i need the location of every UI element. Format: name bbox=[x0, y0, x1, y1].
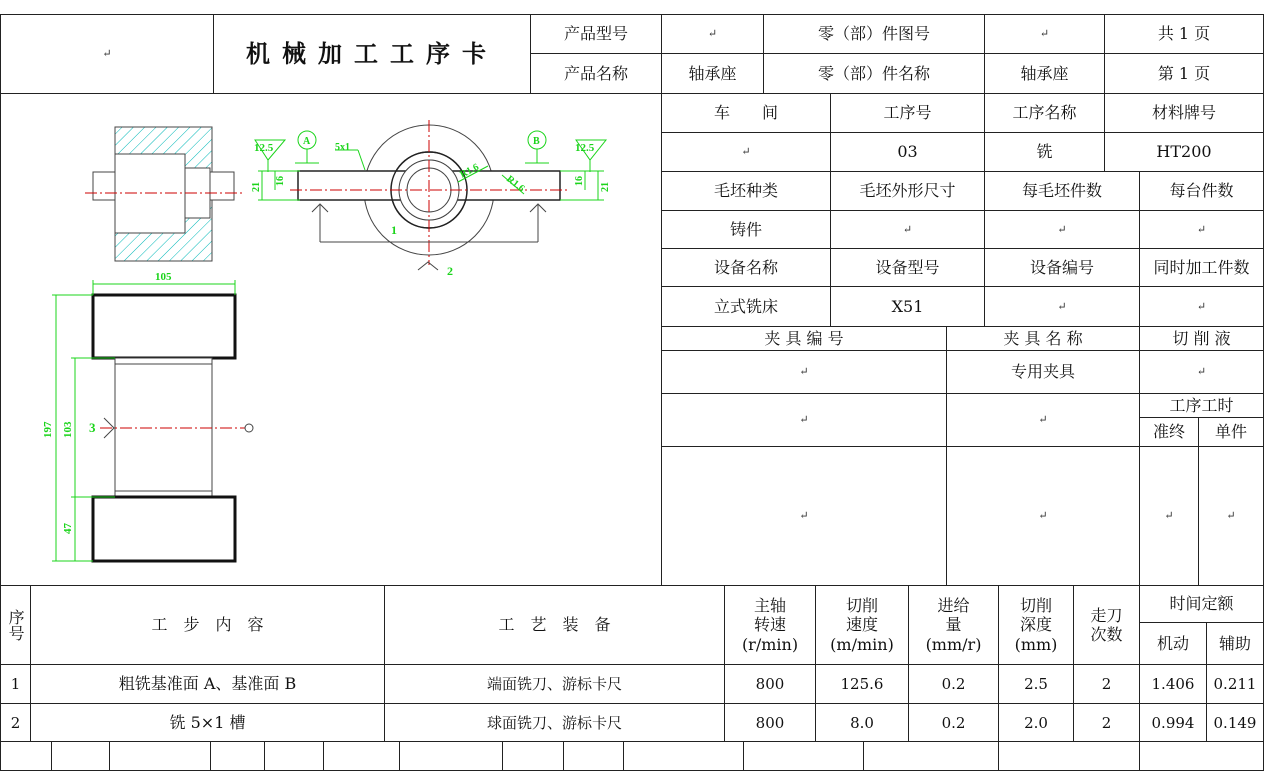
return-mark: ↵ bbox=[799, 365, 809, 379]
height-dim: 21 bbox=[600, 182, 611, 192]
card-title: 机械加工工序卡 bbox=[213, 14, 531, 94]
equip-model-value: X51 bbox=[830, 286, 985, 327]
equip-no-value bbox=[984, 286, 1140, 327]
step-no-header bbox=[0, 585, 31, 665]
return-mark: ↵ bbox=[1038, 509, 1048, 523]
per-blank-value bbox=[984, 210, 1140, 249]
blank-size-label: 毛坯外形尺寸 bbox=[830, 171, 985, 211]
return-mark: ↵ bbox=[1164, 509, 1174, 523]
process-name-value: 铣 bbox=[984, 132, 1105, 172]
blank-size-value bbox=[830, 210, 985, 249]
workshop-label: 车 间 bbox=[661, 93, 831, 133]
fixture-name-value: 专用夹具 bbox=[946, 350, 1140, 394]
footer-cell bbox=[863, 741, 999, 771]
feed-header bbox=[908, 585, 999, 665]
page-number: 第 1 页 bbox=[1104, 53, 1264, 94]
blank-type-label: 毛坯种类 bbox=[661, 171, 831, 211]
unit-time-value bbox=[1198, 446, 1264, 586]
radius-dim: R1.6 bbox=[458, 161, 481, 181]
equip-no-label: 设备编号 bbox=[984, 248, 1140, 287]
workshop-value bbox=[661, 132, 831, 172]
step-equipment-header: 工 艺 装 备 bbox=[384, 585, 725, 665]
fixture-name-label: 夹 具 名 称 bbox=[946, 326, 1140, 351]
process-no-value: 03 bbox=[830, 132, 985, 172]
coolant-label: 切 削 液 bbox=[1139, 326, 1264, 351]
prep-time-label: 准终 bbox=[1139, 417, 1199, 447]
cutting-speed-header bbox=[815, 585, 909, 665]
return-mark: ↵ bbox=[1057, 299, 1067, 313]
header-line: (r/min) bbox=[741, 634, 799, 654]
height-dim: 16 bbox=[574, 176, 585, 186]
locating-point: 3 bbox=[89, 420, 96, 435]
step-content: 铣 5×1 槽 bbox=[30, 703, 385, 742]
step-equipment: 端面铣刀、游标卡尺 bbox=[384, 664, 725, 704]
simultaneous-label: 同时加工件数 bbox=[1139, 248, 1264, 287]
return-mark: ↵ bbox=[902, 222, 913, 236]
machine-time-header: 机动 bbox=[1139, 622, 1207, 665]
blank-cell bbox=[661, 446, 947, 586]
aux-time: 0.149 bbox=[1206, 703, 1264, 742]
step-content: 粗铣基准面 A、基准面 B bbox=[30, 664, 385, 704]
blank-cell bbox=[946, 393, 1140, 447]
per-unit-value bbox=[1139, 210, 1264, 249]
datum-a-label: A bbox=[303, 136, 311, 147]
header-line: 次数 bbox=[1090, 625, 1123, 644]
return-mark: ↵ bbox=[799, 413, 809, 427]
unit-time-label: 单件 bbox=[1198, 417, 1264, 447]
prep-time-value bbox=[1139, 446, 1199, 586]
blank-cell bbox=[661, 393, 947, 447]
footer-cell bbox=[623, 741, 744, 771]
process-name-label: 工序名称 bbox=[984, 93, 1105, 133]
footer-cell bbox=[51, 741, 110, 771]
footer-cell bbox=[743, 741, 864, 771]
return-mark: ↵ bbox=[1057, 222, 1067, 236]
blank-type-value: 铸件 bbox=[661, 210, 831, 249]
height-dim: 16 bbox=[275, 176, 286, 186]
header-line: (m/min) bbox=[830, 634, 894, 654]
step-no: 2 bbox=[0, 703, 31, 742]
depth-header bbox=[998, 585, 1074, 665]
cut-depth: 2.5 bbox=[998, 664, 1074, 704]
footer-cell bbox=[998, 741, 1140, 771]
process-no-label: 工序号 bbox=[830, 93, 985, 133]
return-mark: ↵ bbox=[1196, 222, 1207, 236]
header-line: 走刀 bbox=[1090, 605, 1123, 625]
footer-cell bbox=[0, 741, 52, 771]
coolant-value bbox=[1139, 350, 1264, 394]
product-model-value bbox=[661, 14, 764, 54]
footer-cell bbox=[210, 741, 265, 771]
time-quota-header: 时间定额 bbox=[1139, 585, 1264, 623]
height-dim: 103 bbox=[62, 421, 74, 438]
feed-rate: 0.2 bbox=[908, 703, 999, 742]
roughness-label: 12.5 bbox=[575, 142, 595, 154]
part-drawing-value bbox=[984, 14, 1105, 54]
part-name-value: 轴承座 bbox=[984, 53, 1105, 94]
aux-time: 0.211 bbox=[1206, 664, 1264, 704]
passes-header bbox=[1073, 585, 1140, 665]
locating-point: 2 bbox=[447, 264, 453, 278]
part-drawing-label: 零（部）件图号 bbox=[763, 14, 985, 54]
footer-cell bbox=[502, 741, 564, 771]
equip-name-value: 立式铣床 bbox=[661, 286, 831, 327]
footer-cell bbox=[1139, 741, 1264, 771]
footer-cell bbox=[109, 741, 211, 771]
header-line: 转速 bbox=[753, 615, 786, 635]
total-pages: 共 1 页 bbox=[1104, 14, 1264, 54]
width-dim: 105 bbox=[155, 271, 172, 283]
blank-cell bbox=[946, 446, 1140, 586]
simultaneous-value bbox=[1139, 286, 1264, 327]
machine-time: 0.994 bbox=[1139, 703, 1207, 742]
spindle-speed: 800 bbox=[724, 703, 816, 742]
header-line: 切削 bbox=[845, 596, 878, 616]
process-time-label: 工序工时 bbox=[1139, 393, 1264, 418]
footer-cell bbox=[323, 741, 400, 771]
step-no-header-text: 序号 bbox=[6, 609, 26, 641]
header-line: 切削 bbox=[1019, 596, 1052, 616]
footer-cell bbox=[399, 741, 503, 771]
footer-cell bbox=[563, 741, 624, 771]
locating-point: 1 bbox=[391, 223, 397, 237]
return-mark: ↵ bbox=[741, 145, 751, 159]
return-mark: ↵ bbox=[102, 47, 112, 61]
header-line: 量 bbox=[945, 615, 962, 635]
height-dim: 21 bbox=[251, 182, 262, 192]
material-label: 材料牌号 bbox=[1104, 93, 1264, 133]
material-value: HT200 bbox=[1104, 132, 1264, 172]
header-line: 进给 bbox=[937, 596, 970, 616]
height-dim: 47 bbox=[62, 523, 74, 534]
header-line: (mm) bbox=[1014, 634, 1058, 654]
part-drawing bbox=[0, 0, 662, 586]
radius-dim: R1.6 bbox=[504, 173, 527, 195]
equip-name-label: 设备名称 bbox=[661, 248, 831, 287]
per-unit-label: 每台件数 bbox=[1139, 171, 1264, 211]
pass-count: 2 bbox=[1073, 703, 1140, 742]
step-no: 1 bbox=[0, 664, 31, 704]
product-model-label: 产品型号 bbox=[530, 14, 662, 54]
step-equipment: 球面铣刀、游标卡尺 bbox=[384, 703, 725, 742]
fixture-no-value bbox=[661, 350, 947, 394]
return-mark: ↵ bbox=[707, 27, 718, 41]
pass-count: 2 bbox=[1073, 664, 1140, 704]
header-line: 主轴 bbox=[753, 596, 786, 616]
cutting-speed: 125.6 bbox=[815, 664, 909, 704]
height-dim: 197 bbox=[42, 421, 54, 438]
feed-rate: 0.2 bbox=[908, 664, 999, 704]
header-line: (mm/r) bbox=[925, 634, 982, 654]
footer-cell bbox=[264, 741, 324, 771]
cutting-speed: 8.0 bbox=[815, 703, 909, 742]
product-name-value: 轴承座 bbox=[661, 53, 764, 94]
header-line: 深度 bbox=[1019, 615, 1052, 635]
equip-model-label: 设备型号 bbox=[830, 248, 985, 287]
cut-depth: 2.0 bbox=[998, 703, 1074, 742]
return-mark: ↵ bbox=[1226, 509, 1236, 523]
spindle-speed: 800 bbox=[724, 664, 816, 704]
aux-time-header: 辅助 bbox=[1206, 622, 1264, 665]
per-blank-label: 每毛坯件数 bbox=[984, 171, 1140, 211]
return-mark: ↵ bbox=[1196, 365, 1207, 379]
product-name-label: 产品名称 bbox=[530, 53, 662, 94]
return-mark: ↵ bbox=[1039, 27, 1050, 41]
step-content-header: 工 步 内 容 bbox=[30, 585, 385, 665]
roughness-label: 12.5 bbox=[254, 142, 274, 154]
return-mark: ↵ bbox=[1038, 413, 1048, 427]
machine-time: 1.406 bbox=[1139, 664, 1207, 704]
datum-b-label: B bbox=[533, 136, 540, 147]
fixture-no-label: 夹 具 编 号 bbox=[661, 326, 947, 351]
return-mark: ↵ bbox=[799, 509, 809, 523]
spindle-speed-header bbox=[724, 585, 816, 665]
part-name-label: 零（部）件名称 bbox=[763, 53, 985, 94]
groove-dim: 5x1 bbox=[335, 142, 350, 153]
return-mark: ↵ bbox=[1196, 299, 1207, 313]
header-line: 速度 bbox=[845, 615, 878, 635]
